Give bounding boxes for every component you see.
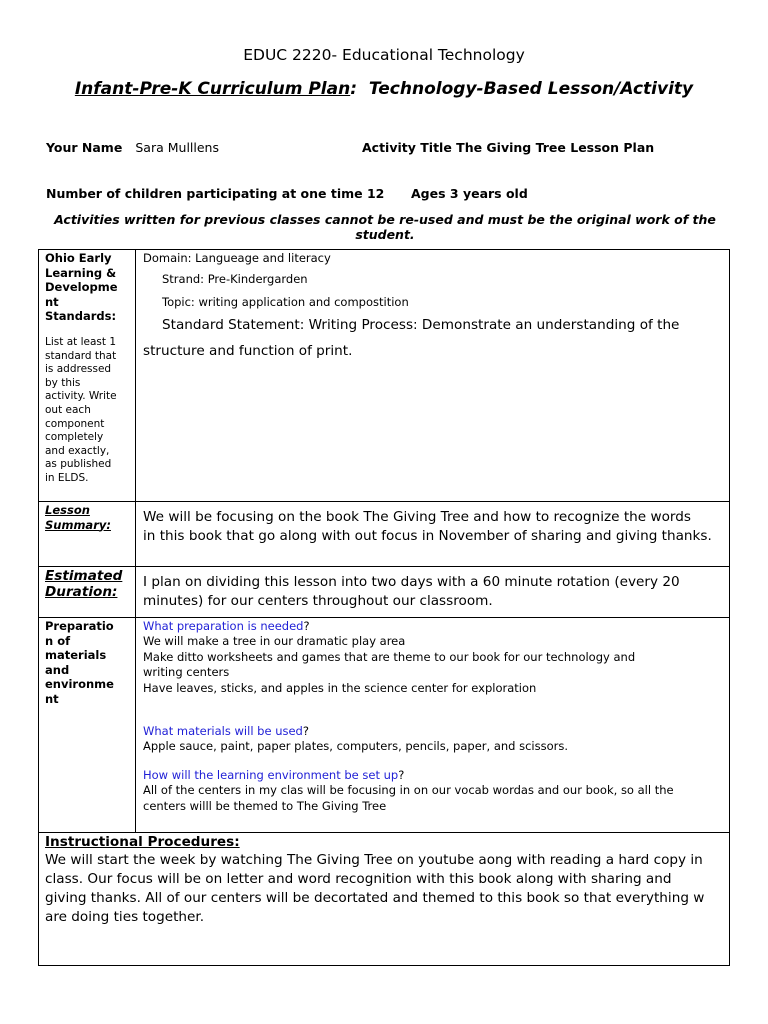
children-row [46,186,384,201]
originality-notice: Activities written for previous classes cannot be re-used and must be the original work of the student. [54,212,716,242]
standards-instructions: List at least 1 standard that is addressed by this activity. Write out each component completely and exactly, as published in ELDS. [45,336,117,484]
column-divider [135,250,136,832]
row-divider [39,832,729,833]
row-divider [39,501,729,502]
children-value: 12 [366,186,385,201]
procedures-text: We will start the week by watching The Giving Tree on youtube aong with reading a hard copy in class. Our focus will be on letter and word recognition with this book along with sharing and giving thanks. All of our centers will be decortated and themed to this book so that everything w are doing ties together. [45,852,705,925]
standard-domain: Domain: Langueage and literacy [143,251,331,265]
lesson-plan-table [38,249,730,966]
ages-row [411,186,528,201]
activity-title-value: The Giving Tree Lesson Plan [456,140,655,155]
name-label: Your Name [46,140,123,155]
preparation-question: What preparation is needed? [143,619,310,633]
duration-text: I plan on dividing this lesson into two days with a 60 minute rotation (every 20 minutes) for our centers throughout our classroom. [143,574,680,609]
ages-label: Ages [411,186,446,201]
name-row [46,140,219,155]
environment-answer: All of the centers in my clas will be focusing in on our vocab wordas and our book, so all the centers willl be themed to The Giving Tree [143,783,674,813]
row-divider [39,566,729,567]
preparation-answer: We will make a tree in our dramatic play area Make ditto worksheets and games that are theme to our book for our technology and writing centers Have leaves, sticks, and apples in the science center for exploration [143,634,636,695]
ages-value: 3 years old [449,186,528,201]
course-title: EDUC 2220- Educational Technology [243,46,525,64]
summary-text: We will be focusing on the book The Giving Tree and how to recognize the words in this book that go along with out focus in November of sharing and giving thanks. [143,509,712,544]
preparation-label: Preparatio n of materials and environme nt [45,619,114,706]
duration-label: Estimated Duration: [45,568,123,600]
standard-strand: Strand: Pre-Kindergarden [162,272,308,286]
activity-title-label: Activity Title [362,140,452,155]
row-divider [39,617,729,618]
standard-topic: Topic: writing application and compostition [162,295,409,309]
title-plan-name: Infant-Pre-K Curriculum Plan [74,79,351,99]
environment-question: How will the learning environment be set up? [143,768,405,782]
standards-label: Ohio Early Learning & Developme nt Standards: [45,251,118,323]
materials-answer: Apple sauce, paint, paper plates, computers, pencils, paper, and scissors. [143,739,569,753]
activity-title-row [362,140,654,155]
standard-statement-line1: Standard Statement: Writing Process: Demonstrate an understanding of the [162,317,680,333]
materials-question: What materials will be used? [143,724,309,738]
title-subtitle: Technology-Based Lesson/Activity [357,79,694,99]
procedures-label: Instructional Procedures: [45,834,240,850]
standard-statement-line2: structure and function of print. [143,343,353,359]
children-label: Number of children participating at one time [46,186,363,201]
name-value: Sara Mulllens [135,140,219,155]
document-title [0,79,768,99]
title-colon: : [350,79,358,99]
summary-label: Lesson Summary: [45,503,111,532]
